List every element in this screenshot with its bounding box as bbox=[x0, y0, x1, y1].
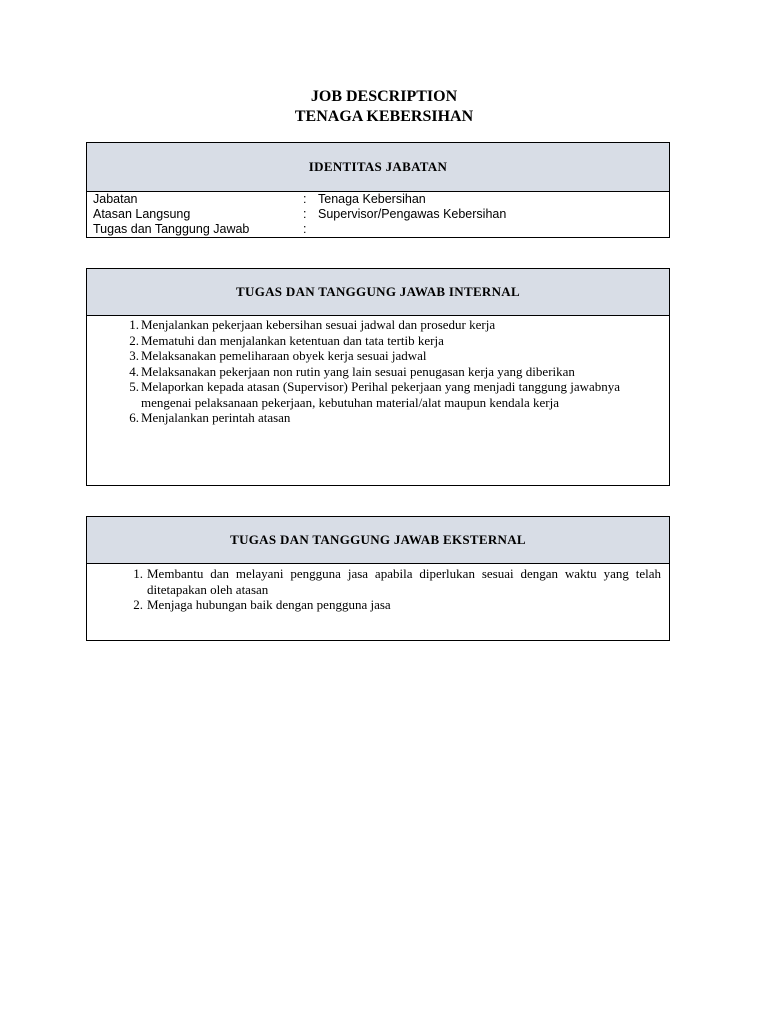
identitas-heading: IDENTITAS JABATAN bbox=[87, 143, 669, 192]
info-row-jabatan bbox=[93, 192, 669, 207]
list-number: 5. bbox=[129, 379, 139, 394]
identitas-rows bbox=[87, 192, 669, 237]
list-number: 2. bbox=[129, 332, 139, 348]
info-separator: : bbox=[303, 192, 307, 206]
list-item bbox=[87, 317, 661, 333]
list-text: Menjalankan perintah atasan bbox=[141, 410, 291, 425]
list-text: Menjalankan pekerjaan kebersihan sesuai jadwal dan prosedur kerja bbox=[141, 317, 496, 332]
list-number: 2. bbox=[133, 597, 143, 612]
info-value: Tenaga Kebersihan bbox=[318, 192, 426, 206]
list-text: Membantu dan melayani pengguna jasa apabila diperlukan sesuai dengan waktu yang telah ditetapakan oleh atasan bbox=[147, 566, 661, 597]
list-item bbox=[87, 379, 661, 410]
list-number: 6. bbox=[129, 410, 139, 425]
list-text: Melaksanakan pekerjaan non rutin yang lain sesuai penugasan kerja yang diberikan bbox=[141, 363, 575, 379]
eksternal-heading: TUGAS DAN TANGGUNG JAWAB EKSTERNAL bbox=[87, 517, 669, 564]
list-item bbox=[87, 566, 661, 597]
info-label: Atasan Langsung bbox=[93, 207, 191, 221]
list-number: 1. bbox=[129, 317, 139, 332]
document-subtitle: TENAGA KEBERSIHAN bbox=[294, 108, 474, 125]
internal-task-list bbox=[87, 316, 669, 426]
list-text: Menjaga hubungan baik dengan pengguna jasa bbox=[147, 597, 391, 612]
list-item bbox=[87, 410, 661, 426]
identitas-jabatan-section bbox=[86, 142, 670, 238]
list-item bbox=[87, 333, 661, 349]
info-row-atasan bbox=[93, 207, 669, 222]
list-item bbox=[87, 597, 661, 613]
tugas-internal-section bbox=[86, 268, 670, 486]
internal-heading: TUGAS DAN TANGGUNG JAWAB INTERNAL bbox=[87, 269, 669, 316]
list-text: Melaksanakan pemeliharaan obyek kerja sesuai jadwal bbox=[141, 348, 427, 363]
info-value bbox=[318, 222, 669, 237]
document-title: JOB DESCRIPTION bbox=[310, 88, 458, 105]
list-item bbox=[87, 348, 661, 364]
info-separator: : bbox=[303, 207, 307, 221]
list-number: 1. bbox=[133, 566, 143, 581]
info-separator: : bbox=[303, 222, 307, 236]
info-label: Jabatan bbox=[93, 192, 138, 206]
list-number: 3. bbox=[129, 348, 139, 363]
info-label: Tugas dan Tanggung Jawab bbox=[93, 222, 250, 236]
info-value: Supervisor/Pengawas Kebersihan bbox=[318, 207, 507, 221]
list-text: Melaporkan kepada atasan (Supervisor) Perihal pekerjaan yang menjadi tanggung jawabnya mengenai pelaksanaan pekerjaan, kebutuhan material/alat maupun kendala kerja bbox=[141, 379, 621, 410]
list-number: 4. bbox=[129, 363, 139, 379]
list-item bbox=[87, 364, 661, 380]
eksternal-task-list bbox=[87, 564, 669, 613]
tugas-eksternal-section bbox=[86, 516, 670, 641]
info-row-tugas bbox=[93, 222, 669, 237]
list-text: Mematuhi dan menjalankan ketentuan dan tata tertib kerja bbox=[141, 332, 444, 348]
